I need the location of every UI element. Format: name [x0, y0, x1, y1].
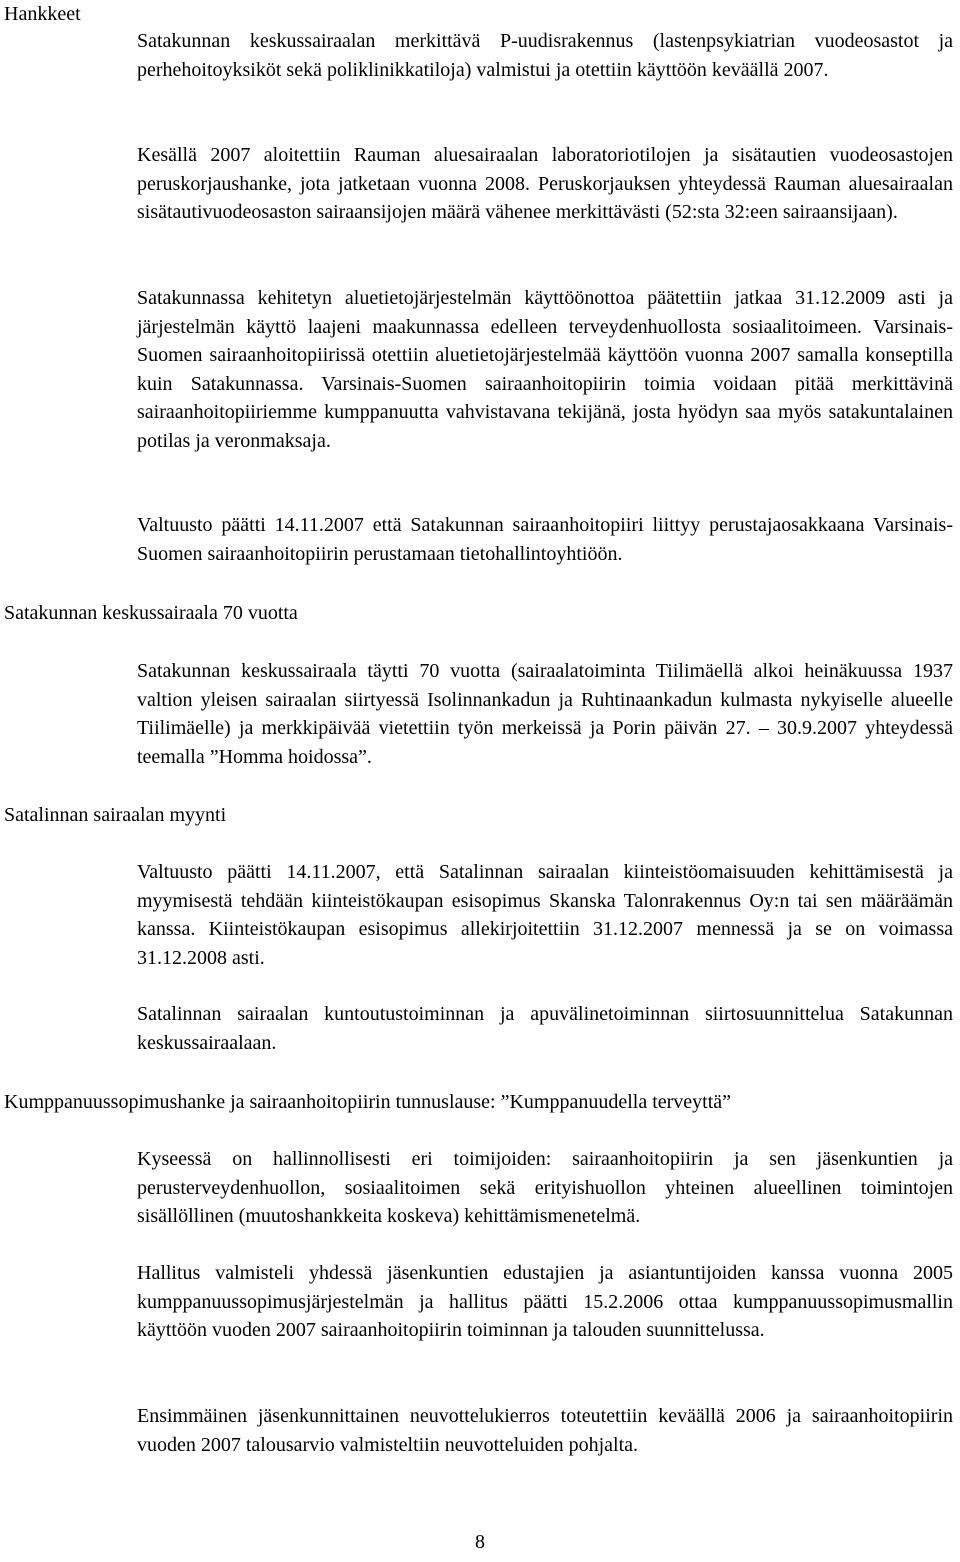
page-number: 8: [475, 1531, 485, 1553]
paragraph-aluetietojarjestelma: Satakunnassa kehitetyn aluetietojärjestelmän käyttöönottoa päätettiin jatkaa 31.12.2009 asti ja järjestelmän käyttö laajeni maakunnassa edelleen terveydenhuollosta sosiaalitoimeen. Varsinais-Suomen sairaanhoitopiirissä otettiin aluetietojärjestelmää käyttöön vuonna 2007 samalla konseptilla kuin Satakunnassa. Varsinais-Suomen sairaanhoitopiirin toimia voidaan pitää merkittävinä sairaanhoitopiiriemme kumppanuutta vahvistavana tekijänä, josta hyödyn saa myös satakuntalainen potilas ja veronmaksaja.: [137, 287, 953, 452]
paragraph-siirtosuunnittelu: Satalinnan sairaalan kuntoutustoiminnan ja apuvälinetoiminnan siirtosuunnittelua Satakunnan keskussairaalaan.: [137, 1003, 953, 1054]
paragraph-esisopimus: Valtuusto päätti 14.11.2007, että Satalinnan sairaalan kiinteistöomaisuuden kehittämisestä ja myymisestä tehdään kiinteistökaupan esisopimus Skanska Talonrakennus Oy:n tai sen määräämän kanssa. Kiinteistökaupan esisopimus allekirjoitettiin 31.12.2007 mennessä ja se on voimassa 31.12.2008 asti.: [137, 861, 953, 969]
paragraph-kehittamismenetelma: Kyseessä on hallinnollisesti eri toimijoiden: sairaanhoitopiirin ja sen jäsenkuntien ja perusterveydenhuollon, sosiaalitoimen sekä erityishuollon yhteinen alueellinen toimintojen sisällöllinen (muutoshankkeita koskeva) kehittämismenetelmä.: [137, 1148, 953, 1227]
heading-kumppanuussopimushanke: Kumppanuussopimushanke ja sairaanhoitopiirin tunnuslause: ”Kumppanuudella terveyttä”: [4, 1091, 732, 1113]
paragraph-tietohallintoyhtio: Valtuusto päätti 14.11.2007 että Satakunnan sairaanhoitopiiri liittyy perustajaosakkaana Varsinais-Suomen sairaanhoitopiirin perustamaan tietohallintoyhtiöön.: [137, 514, 953, 565]
paragraph-70-vuotta: Satakunnan keskussairaala täytti 70 vuotta (sairaalatoiminta Tiilimäellä alkoi heinäkuussa 1937 valtion yleisen sairaalan siirtyessä Isolinnankadun ja Ruhtinaankadun kulmasta nykyiselle alueelle Tiilimäelle) ja merkkipäivää vietettiin työn merkeissä ja Porin päivän 27. – 30.9.2007 yhteydessä teemalla ”Homma hoidossa”.: [137, 660, 953, 768]
paragraph-rauman-peruskorjaus: Kesällä 2007 aloitettiin Rauman aluesairaalan laboratoriotilojen ja sisätautien vuodeosastojen peruskorjaushanke, jota jatketaan vuonna 2008. Peruskorjauksen yhteydessä Rauman aluesairaalan sisätautivuodeosaston sairaansijojen määrä vähenee merkittävästi (52:sta 32:een sairaansijaan).: [137, 144, 953, 223]
heading-satalinnan-myynti: Satalinnan sairaalan myynti: [4, 804, 227, 826]
paragraph-neuvottelukierros: Ensimmäinen jäsenkunnittainen neuvottelukierros toteutettiin keväällä 2006 ja sairaanhoitopiirin vuoden 2007 talousarvio valmisteltiin neuvotteluiden pohjalta.: [137, 1405, 953, 1456]
paragraph-p-uudisrakennus: Satakunnan keskussairaalan merkittävä P-uudisrakennus (lastenpsykiatrian vuodeosastot ja perhehoitoyksiköt sekä poliklinikkatiloja) valmistui ja otettiin käyttöön keväällä 2007.: [137, 30, 953, 81]
heading-keskussairaala-70-vuotta: Satakunnan keskussairaala 70 vuotta: [4, 602, 298, 624]
heading-hankkeet: Hankkeet: [4, 3, 81, 25]
paragraph-hallitus-valmisteli: Hallitus valmisteli yhdessä jäsenkuntien edustajien ja asiantuntijoiden kanssa vuonna 2005 kumppanuussopimusjärjestelmän ja hallitus päätti 15.2.2006 ottaa kumppanuussopimusmallin käyttöön vuoden 2007 sairaanhoitopiirin toiminnan ja talouden suunnittelussa.: [137, 1262, 953, 1341]
